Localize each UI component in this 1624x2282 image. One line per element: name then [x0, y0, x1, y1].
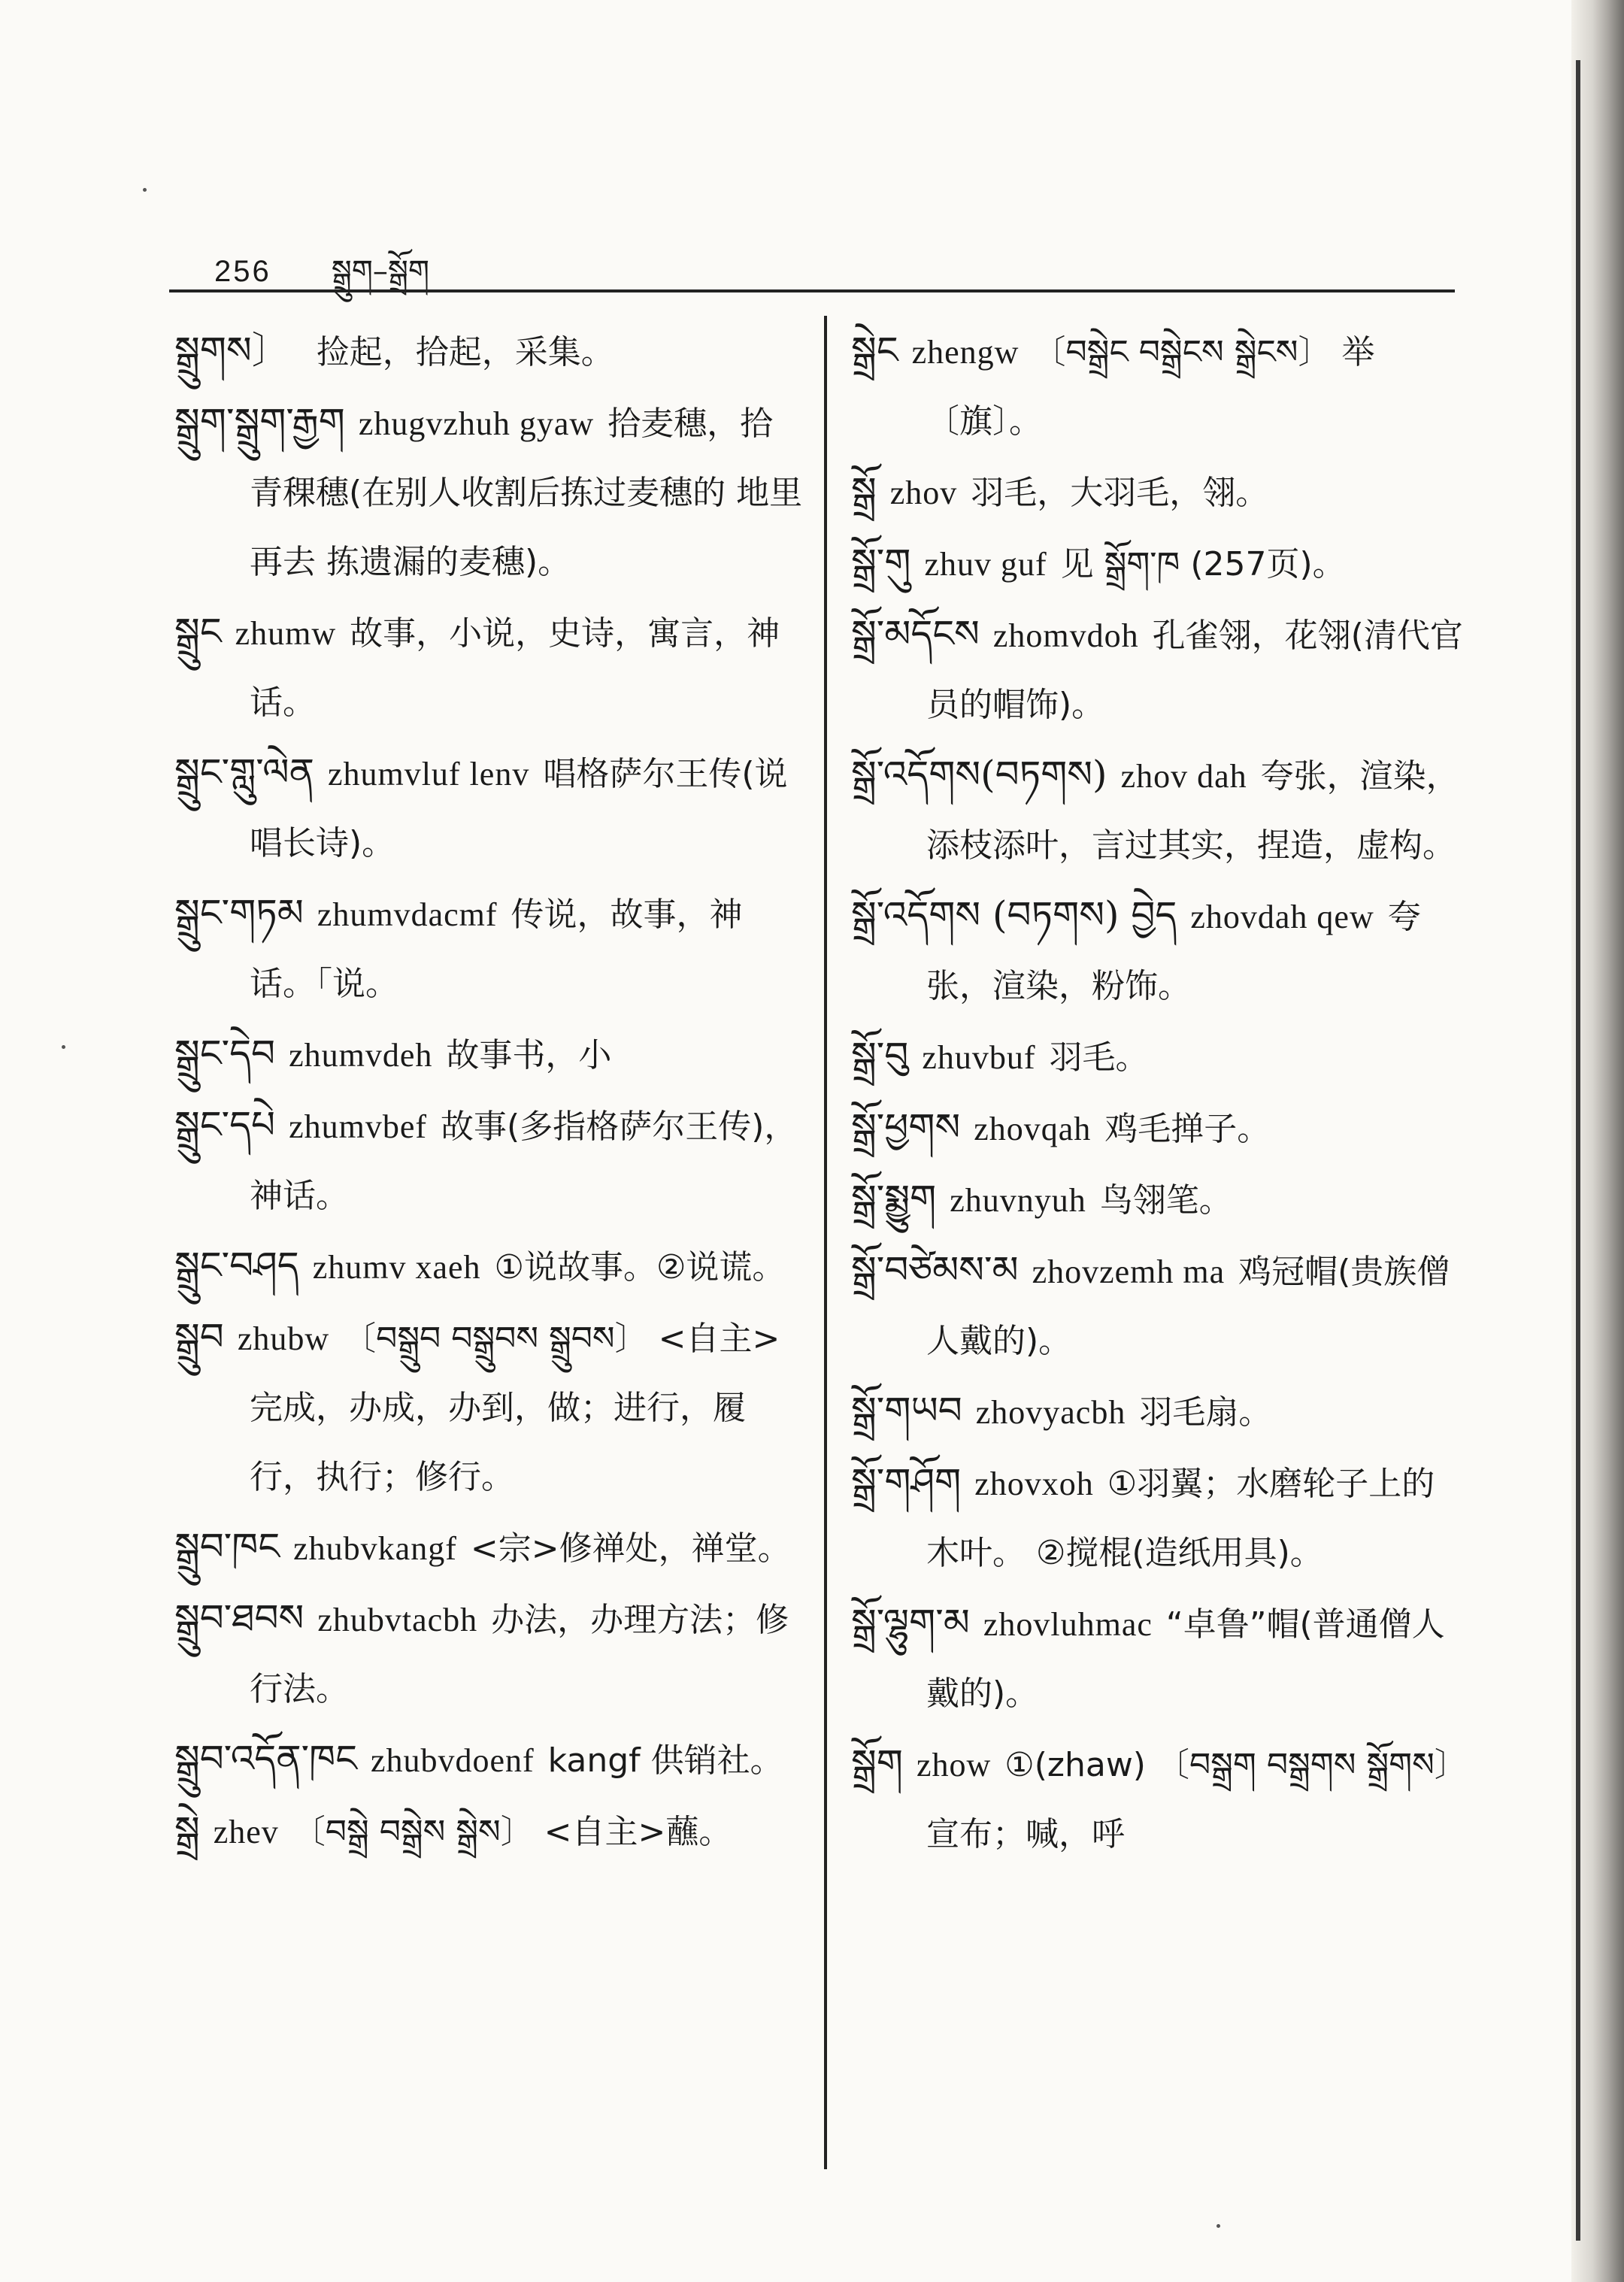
dictionary-entry [851, 528, 1468, 599]
romanization: zhomvdoh [992, 617, 1139, 654]
definition: 夸张，渲染，添枝添叶，言过其实，捏造，虚构。 [926, 757, 1459, 865]
headword-tibetan: སྒྲུང [174, 610, 222, 653]
dictionary-entry [174, 1796, 804, 1867]
romanization: zhow [916, 1747, 992, 1783]
page-header [214, 237, 430, 289]
dictionary-entry [174, 1512, 804, 1583]
headword-tibetan: སྒྲོ [851, 469, 877, 513]
definition: 羽毛，大羽毛，翎。 [971, 474, 1269, 512]
page-edge-line [1576, 60, 1580, 2241]
definition: 〔བསྒྲུབ བསྒྲུབས སྒྲུབས〕 <自主>完成，办成，办到，做；进行，履行，执行；修行。 [250, 1320, 780, 1496]
headword-tibetan: སྒྲུབ་ཁང [174, 1525, 280, 1568]
headword-tibetan: སྒྲེང [851, 329, 898, 372]
definition: 〔བསྒྲེང བསྒྲེངས སྒྲེངས〕 举〔旗〕。 [926, 333, 1375, 441]
definition: 羽毛扇。 [1139, 1393, 1272, 1432]
romanization: zhumvdeh [289, 1037, 433, 1074]
headword-tibetan: སྒྲོ་བཙེམས་མ [851, 1248, 1019, 1292]
definition: 鸡冠帽(贵族僧人戴的)。 [926, 1253, 1450, 1360]
dictionary-entry [851, 1235, 1468, 1376]
dictionary-entry [851, 1376, 1468, 1447]
definition: 唱格萨尔王传(说唱长诗)。 [250, 755, 788, 862]
dictionary-entry [174, 1302, 804, 1512]
romanization: zhov [889, 474, 958, 511]
headword-tibetan: སྒྲོ་མདོངས [851, 612, 980, 656]
dictionary-entry [851, 1164, 1468, 1235]
romanization: zhovxoh [974, 1465, 1094, 1502]
romanization: zhubvkangf [293, 1530, 457, 1567]
romanization: zhovzemh ma [1032, 1253, 1226, 1290]
dictionary-entry [851, 1447, 1468, 1588]
definition: 捡起，拾起，采集。 [316, 333, 614, 371]
romanization: zhumw [235, 615, 337, 652]
definition: ①羽翼；水磨轮子上的木叶。 ②搅棍(造纸用具)。 [926, 1465, 1435, 1572]
definition: 羽毛。 [1049, 1038, 1149, 1077]
dictionary-entry [174, 1231, 804, 1302]
page-number: 256 [214, 255, 271, 288]
headword-tibetan: སྒྲུབ་འདོན་ཁང [174, 1737, 357, 1780]
romanization: zhumvluf lenv [327, 756, 530, 792]
headword-tibetan: སྒྲོག [851, 1741, 903, 1785]
dictionary-entry [851, 1588, 1468, 1729]
dictionary-entry [851, 740, 1468, 880]
dictionary-entry [851, 456, 1468, 528]
definition: 故事书，小 [446, 1036, 612, 1074]
headword-tibetan: སྒྲོ་འདོགས (བཏགས) བྱེད [851, 893, 1177, 937]
headword-tibetan: སྒྲུང་དེབ [174, 1032, 276, 1075]
headword-tibetan: སྒྲེ [174, 1808, 200, 1852]
dictionary-entry [174, 1724, 804, 1796]
definition: 拾麦穗，拾青稞穗(在别人收割后拣过麦穗的 地里 再去 拣遗漏的麦穗)。 [250, 405, 803, 581]
definition: 见 སྒྲོག་ཁ (257页)。 [1060, 545, 1346, 583]
romanization: zhuv guf [924, 546, 1047, 583]
dictionary-entry [851, 316, 1468, 456]
dictionary-entry [174, 1090, 804, 1231]
headword-tibetan: སྒྲུང་བཤད [174, 1244, 299, 1287]
definition: 故事，小说，史诗，寓言，神话。 [250, 614, 780, 722]
right-column [851, 316, 1468, 1869]
headword-tibetan: སྒྲོ་སྨྱུག [851, 1177, 937, 1220]
headword-tibetan: སྒྲོ་གཤོག [851, 1460, 962, 1504]
headword-tibetan: སྒྲུབ [174, 1315, 224, 1359]
dictionary-entry [851, 1021, 1468, 1093]
definition: <宗>修禅处，禅堂。 [470, 1529, 791, 1568]
headword-tibetan: སྒྲུང་དཔེ [174, 1103, 276, 1147]
romanization: zhumvdacmf [317, 896, 498, 933]
definition: ①说故事。②说谎。 [494, 1248, 786, 1286]
romanization: zhubw [237, 1320, 330, 1357]
romanization: zhuvnyuh [950, 1182, 1086, 1219]
headword-tibetan: སྒྲོ་ཕྱགས [851, 1105, 961, 1149]
dictionary-entry [851, 880, 1468, 1021]
headword-tibetan: སྒྲོ་གུ [851, 541, 911, 584]
dictionary-entry [174, 738, 804, 878]
romanization: zhumvbef [289, 1108, 428, 1145]
romanization: zhovqah [974, 1111, 1092, 1147]
scan-speck [62, 1045, 65, 1049]
headword-tibetan: སྒྲོ་བུ [851, 1034, 909, 1077]
romanization: zhugvzhuh gyaw [358, 405, 595, 442]
header-rule [169, 289, 1455, 292]
definition: 传说，故事，神话。「说。 [250, 896, 743, 1003]
romanization: zhubvtacbh [317, 1602, 478, 1638]
dictionary-entry [851, 1093, 1468, 1164]
running-head: སྒྲུག–སྒྲོག [331, 254, 430, 289]
headword-tibetan: སྒྲོ་གཡབ [851, 1389, 962, 1432]
romanization: zhuvbuf [922, 1039, 1036, 1076]
romanization: zhov dah [1120, 758, 1247, 795]
dictionary-entry [174, 878, 804, 1019]
definition: 鸟翎笔。 [1099, 1181, 1232, 1220]
dictionary-entry [174, 1019, 804, 1090]
definition: “卓鲁”帽(普通僧人戴的)。 [926, 1605, 1445, 1713]
definition: ①(zhaw) 〔བསྒྲག བསྒྲགས སྒྲོགས〕 宣布；喊，呼 [926, 1746, 1468, 1853]
definition: 故事(多指格萨尔王传)，神话。 [250, 1108, 798, 1215]
romanization: zhovdah qew [1190, 899, 1374, 935]
definition: 办法，办理方法；修行法。 [250, 1601, 789, 1708]
romanization: zhumv xaeh [312, 1249, 481, 1286]
dictionary-entry [851, 599, 1468, 740]
romanization: zhubvdoenf [370, 1742, 535, 1779]
left-column [174, 316, 804, 1867]
dictionary-entry [174, 387, 804, 597]
dictionary-entry [174, 597, 804, 738]
headword-tibetan: སྒྲོ་ལྷུག་མ [851, 1601, 970, 1644]
romanization: zhovyacbh [975, 1394, 1126, 1431]
definition: 孔雀翎，花翎(清代官员的帽饰)。 [926, 617, 1463, 724]
headword-tibetan: སྒྲུག་སྒྲུག་རྒྱག [174, 400, 345, 444]
definition: 鸡毛掸子。 [1104, 1110, 1271, 1148]
scan-speck [143, 188, 147, 192]
headword-tibetan: སྒྲུབ་ཐབས [174, 1596, 304, 1640]
dictionary-entry [174, 1583, 804, 1724]
dictionary-entry [851, 1729, 1468, 1869]
romanization: zhovluhmac [983, 1606, 1153, 1643]
dictionary-entry [174, 316, 804, 387]
column-divider [824, 316, 827, 2169]
definition: kangf 供销社。 [547, 1741, 783, 1780]
definition: 〔བསྒྲེ བསྒྲེས སྒྲེས〕 <自主>蘸。 [292, 1813, 732, 1851]
headword-tibetan: སྒྲུང་གླུ་ལེན [174, 750, 314, 794]
definition: 夸张，渲染，粉饰。 [926, 898, 1421, 1005]
romanization: zhengw [911, 334, 1020, 371]
headword-tibetan: སྒྲུང་གཏམ [174, 891, 304, 935]
headword-tibetan: སྒྲུགས〕 [174, 329, 289, 372]
romanization: zhev [213, 1814, 279, 1850]
headword-tibetan: སྒྲོ་འདོགས(བཏགས) [851, 753, 1107, 796]
scan-speck [1216, 2224, 1220, 2228]
